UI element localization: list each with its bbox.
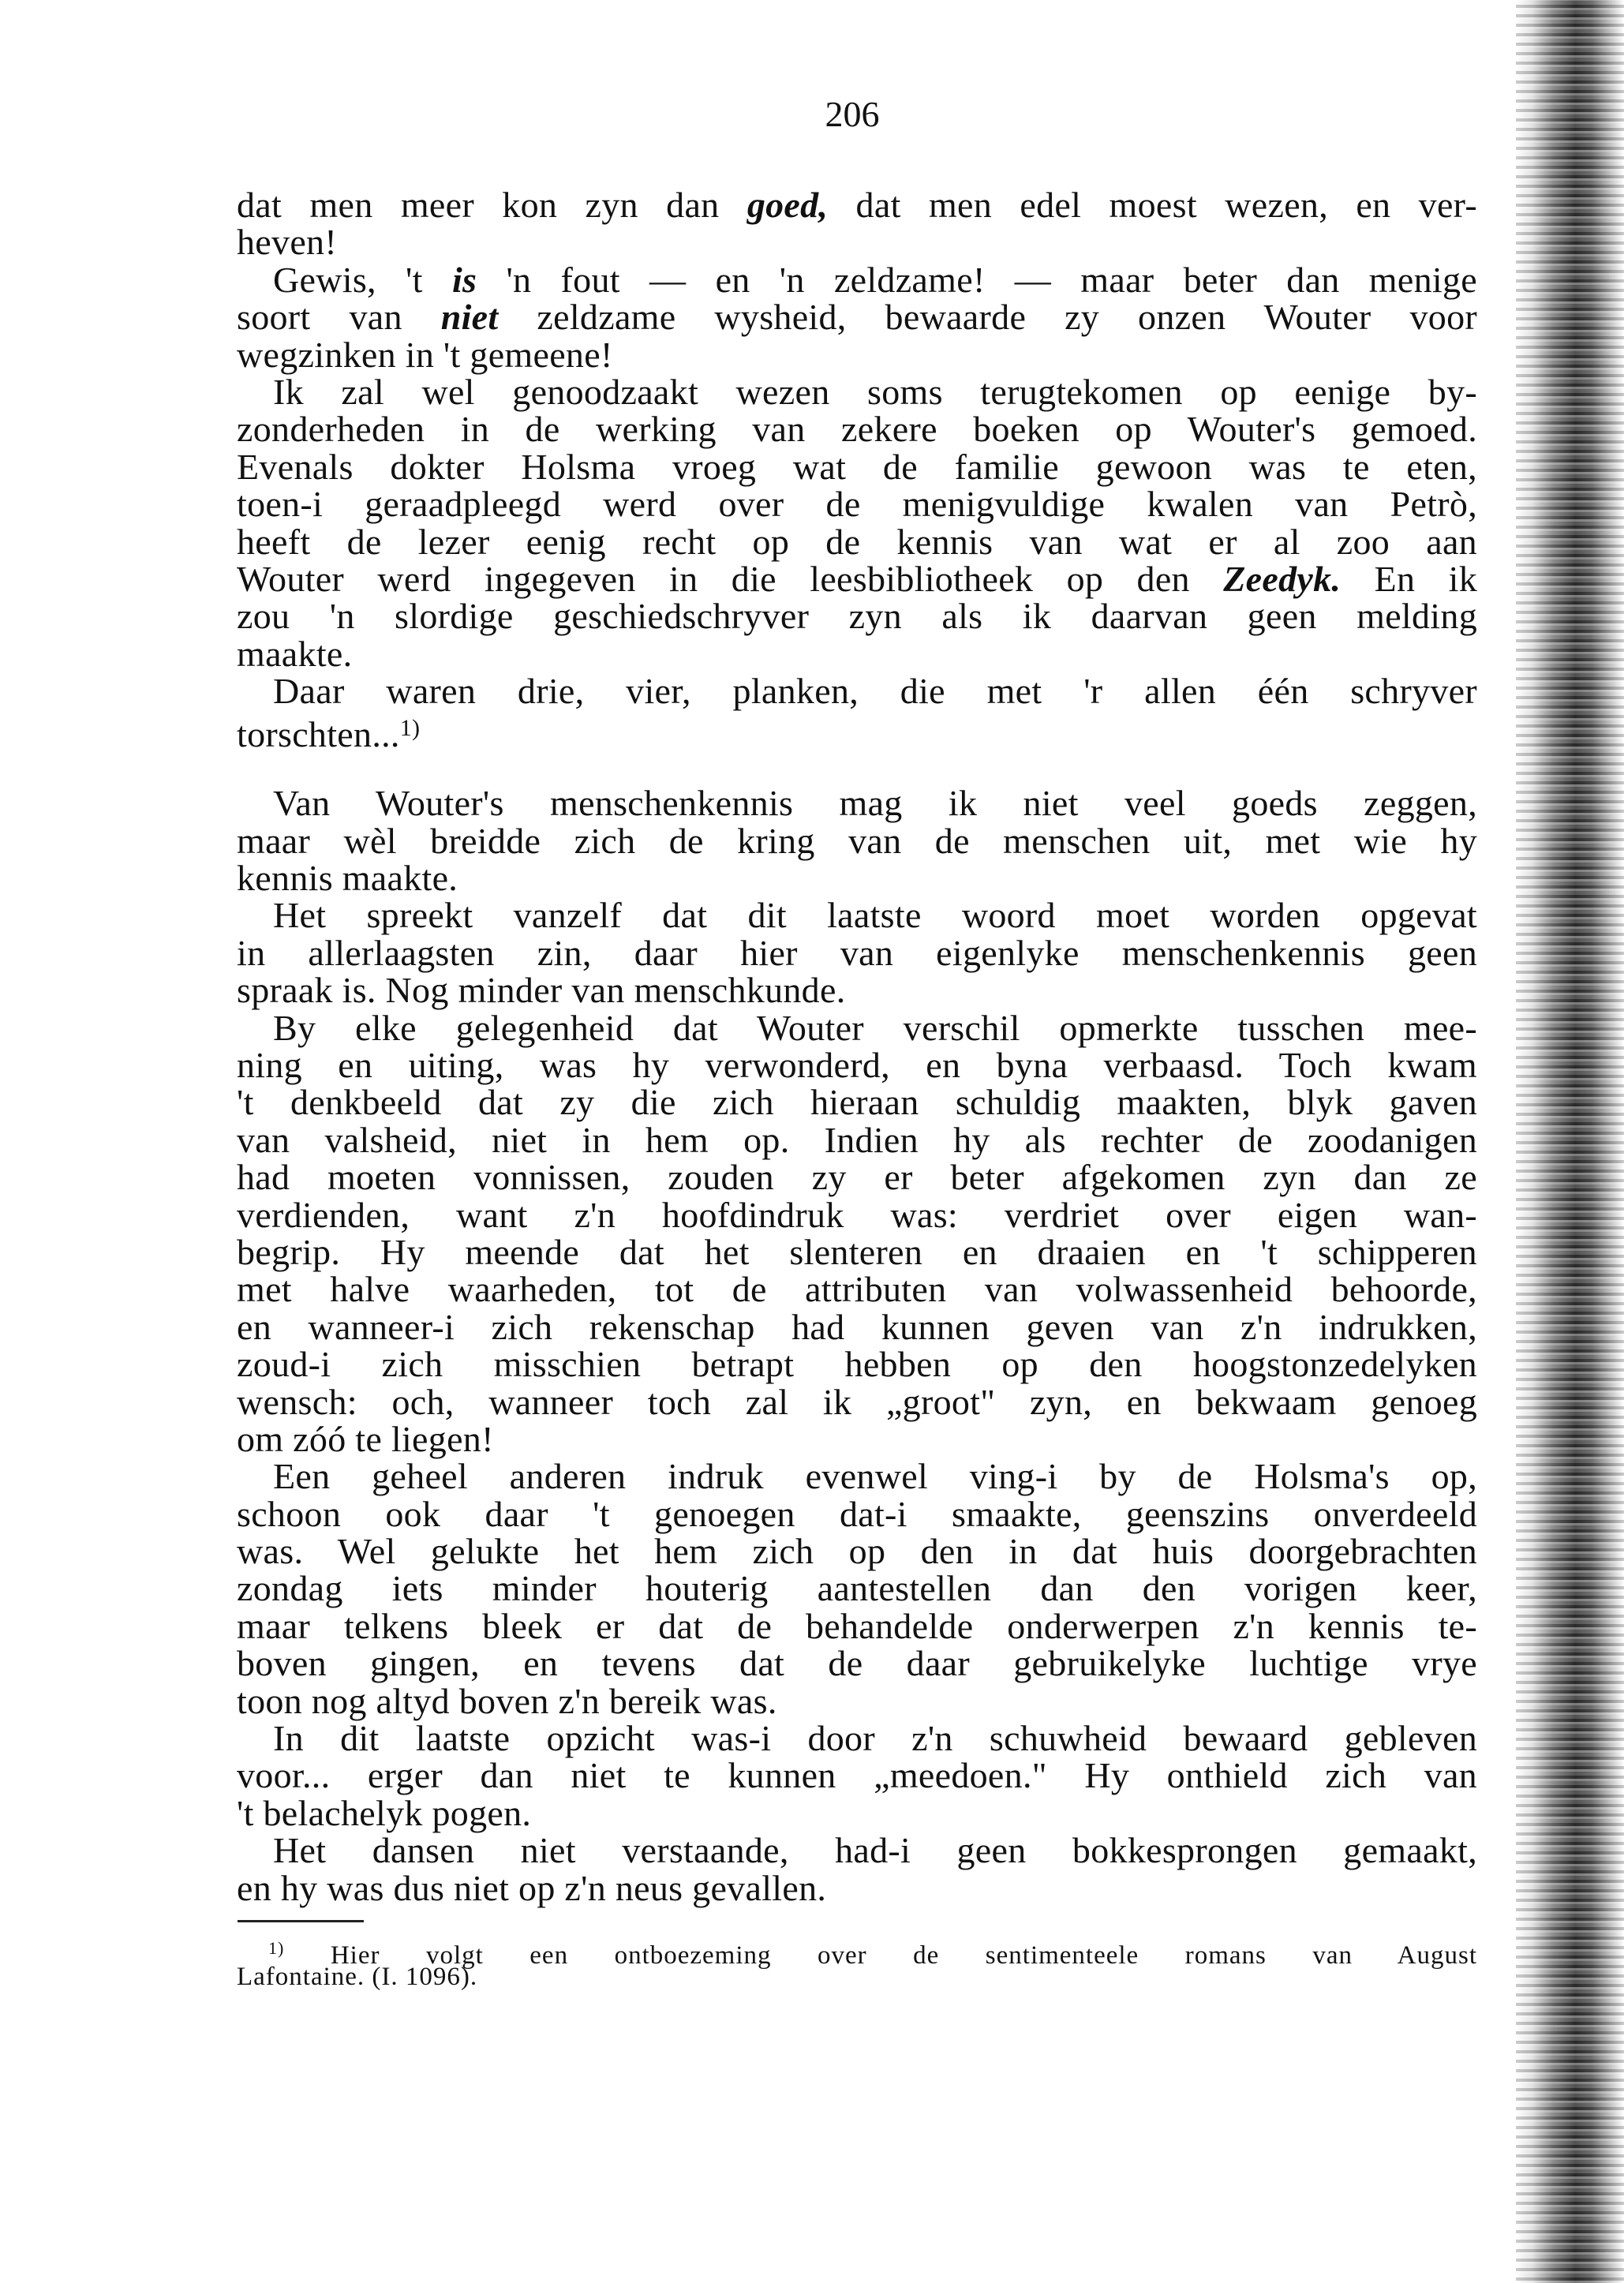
text-run: soort van xyxy=(237,297,441,338)
text-run: zoud-i zich misschien betrapt hebben op den hoogstonzedelyken xyxy=(237,1344,1477,1385)
text-run: heven! xyxy=(237,222,337,263)
text-run: maar telkens bleek er dat de behandelde onderwerpen z'n kennis te- xyxy=(237,1605,1477,1646)
text-line xyxy=(237,1121,1477,1158)
text-run: By elke gelegenheid dat Wouter verschil opmerkte tusschen mee- xyxy=(273,1007,1477,1048)
text-line xyxy=(237,596,1477,637)
text-run: om zóó te liegen! xyxy=(237,1418,494,1459)
text-line xyxy=(237,1869,1477,1907)
text-line xyxy=(237,1720,1477,1757)
text-line xyxy=(237,1345,1477,1383)
text-line xyxy=(237,336,1477,373)
text-run: zou 'n slordige geschiedschryver zyn als ik daarvan geen melding xyxy=(237,596,1477,637)
text-run: maakte. xyxy=(237,633,353,674)
text-line xyxy=(237,484,1477,525)
text-run: schoon ook daar 't genoegen dat-i smaakte, geenszins onverdeeld xyxy=(237,1493,1477,1534)
text-run: zonderheden in de werking van zekere boeken op Wouter's gemoed. xyxy=(237,409,1477,450)
text-run: met halve waarheden, tot de attributen van volwassenheid behoorde, xyxy=(237,1269,1477,1310)
text-run: toon nog altyd boven z'n bereik was. xyxy=(237,1680,777,1721)
scan-edge-shadow xyxy=(1516,0,1624,2283)
text-line xyxy=(237,222,1477,263)
text-line xyxy=(237,896,1477,934)
text-line xyxy=(237,1233,1477,1271)
text-line xyxy=(237,560,1477,597)
text-run: 't denkbeeld dat zy die zich hieraan schuldig maakten, blyk gaven xyxy=(237,1082,1477,1123)
text-run: 'n fout — en 'n zeldzame! — maar beter dan menige xyxy=(477,259,1478,300)
text-run: en hy was dus niet op z'n neus gevallen. xyxy=(237,1867,827,1908)
text-run: in allerlaagsten zin, daar hier van eigenlyke menschenkennis geen xyxy=(237,932,1477,973)
text-run: zondag iets minder houterig aantestellen dan den vorigen keer, xyxy=(237,1568,1477,1609)
text-run: maar wèl breidde zich de kring van de menschen uit, met wie hy xyxy=(237,820,1477,861)
text-line xyxy=(237,1607,1477,1645)
text-run: dat men edel moest wezen, en ver- xyxy=(828,185,1478,225)
text-run: toen-i geraadpleegd werd over de menigvuldige kwalen van Petrò, xyxy=(237,484,1477,525)
text-run: Het dansen niet verstaande, had-i geen bokkesprongen gemaakt, xyxy=(273,1830,1477,1871)
text-run: spraak is. Nog minder van menschkunde. xyxy=(237,970,846,1011)
text-run: voor... erger dan niet te kunnen „meedoen." Hy onthield zich van xyxy=(237,1755,1477,1796)
text-run: dat men meer kon zyn dan xyxy=(237,185,747,225)
text-run: kennis maakte. xyxy=(237,858,458,899)
text-line xyxy=(237,448,1477,485)
text-line xyxy=(237,1308,1477,1345)
text-run: heeft de lezer eenig recht op de kennis van wat er al zoo aan xyxy=(237,521,1477,562)
text-line xyxy=(237,297,1477,338)
text-line xyxy=(237,1757,1477,1794)
text-run: en wanneer-i zich rekenschap had kunnen geven van z'n indrukken, xyxy=(237,1306,1477,1347)
text-run: In dit laatste opzicht was-i door z'n schuwheid bewaard gebleven xyxy=(273,1718,1477,1759)
text-line xyxy=(237,1158,1477,1196)
text-line xyxy=(237,1009,1477,1046)
text-run: Gewis, 't xyxy=(273,259,452,300)
footnote-line xyxy=(237,1933,1478,1970)
text-line xyxy=(237,261,1477,298)
text-line xyxy=(237,971,1477,1009)
text-run: Daar waren drie, vier, planken, die met 'r allen één schryver xyxy=(273,671,1477,712)
blank-line xyxy=(237,747,1477,784)
text-line xyxy=(237,1046,1477,1083)
italic-text: niet xyxy=(440,297,499,338)
text-line xyxy=(237,709,1477,755)
text-run: wensch: och, wanneer toch zal ik „groot" zyn, en bekwaam genoeg xyxy=(237,1381,1477,1422)
text-line xyxy=(237,1458,1477,1495)
text-run: was. Wel gelukte het hem zich op den in dat huis doorgebrachten xyxy=(237,1531,1477,1572)
text-line xyxy=(237,1682,1477,1720)
text-run: Van Wouter's menschenkennis mag ik niet veel goeds zeggen, xyxy=(273,783,1477,824)
text-line xyxy=(237,858,1477,899)
footnote-text: Hier volgt een ontboezeming over de sentimenteele romans van August xyxy=(330,1941,1478,1970)
text-line xyxy=(237,1533,1477,1570)
text-line xyxy=(237,671,1477,712)
text-run: Wouter werd ingegeven in die leesbibliotheek op den xyxy=(237,558,1224,599)
footnote-text: Lafontaine. (I. 1096). xyxy=(237,1963,478,1991)
footnote xyxy=(237,1933,1477,1992)
text-line xyxy=(237,1420,1477,1458)
text-run: verdienden, want z'n hoofdindruk was: verdriet over eigen wan- xyxy=(237,1194,1477,1235)
italic-text: goed, xyxy=(747,185,829,225)
text-run: boven gingen, en tevens dat de daar gebruikelyke luchtige vrye xyxy=(237,1643,1477,1684)
page-number: 206 xyxy=(825,94,880,134)
text-line xyxy=(237,1196,1477,1233)
footnote-reference: 1) xyxy=(399,715,421,742)
text-line xyxy=(237,373,1477,410)
text-line xyxy=(237,1792,1477,1833)
text-run: ning en uiting, was hy verwonderd, en byna verbaasd. Toch kwam xyxy=(237,1044,1477,1085)
italic-text: is xyxy=(451,259,477,300)
text-run: begrip. Hy meende dat het slenteren en draaien en 't schipperen xyxy=(237,1231,1477,1272)
text-line xyxy=(237,186,1477,223)
text-run: Ik zal wel genoodzaakt wezen soms terugtekomen op eenige by- xyxy=(273,371,1477,412)
text-line xyxy=(237,1495,1477,1533)
italic-text: Zeedyk. xyxy=(1223,558,1341,599)
text-line xyxy=(237,822,1477,859)
text-line xyxy=(237,409,1477,450)
footnote-divider xyxy=(238,1920,364,1922)
text-run: wegzinken in 't gemeene! xyxy=(237,334,613,375)
text-run: had moeten vonnissen, zouden zy er beter afgekomen zyn dan ze xyxy=(237,1157,1477,1198)
text-line xyxy=(237,1083,1477,1121)
text-line xyxy=(237,934,1477,971)
text-line xyxy=(237,1570,1477,1607)
text-run: Een geheel anderen indruk evenwel ving-i by de Holsma's op, xyxy=(273,1456,1477,1497)
text-run: zeldzame wysheid, bewaarde zy onzen Wouter voor xyxy=(498,297,1477,338)
text-run: torschten... xyxy=(237,714,400,755)
text-run: Evenals dokter Holsma vroeg wat de familie gewoon was te eten, xyxy=(237,446,1477,487)
text-run: 't belachelyk pogen. xyxy=(237,1792,532,1833)
footnote-marker: 1) xyxy=(268,1938,285,1958)
text-run: En ik xyxy=(1341,558,1477,599)
text-line xyxy=(237,784,1477,822)
text-line xyxy=(237,635,1477,672)
text-line xyxy=(237,1645,1477,1682)
text-line xyxy=(237,523,1477,560)
text-run: Het spreekt vanzelf dat dit laatste woord moet worden opgevat xyxy=(273,895,1477,936)
text-run: van valsheid, niet in hem op. Indien hy als rechter de zoodanigen xyxy=(237,1119,1477,1160)
text-line xyxy=(237,1383,1477,1420)
body-text xyxy=(237,186,1477,1907)
text-line xyxy=(237,1832,1477,1869)
text-line xyxy=(237,1271,1477,1308)
